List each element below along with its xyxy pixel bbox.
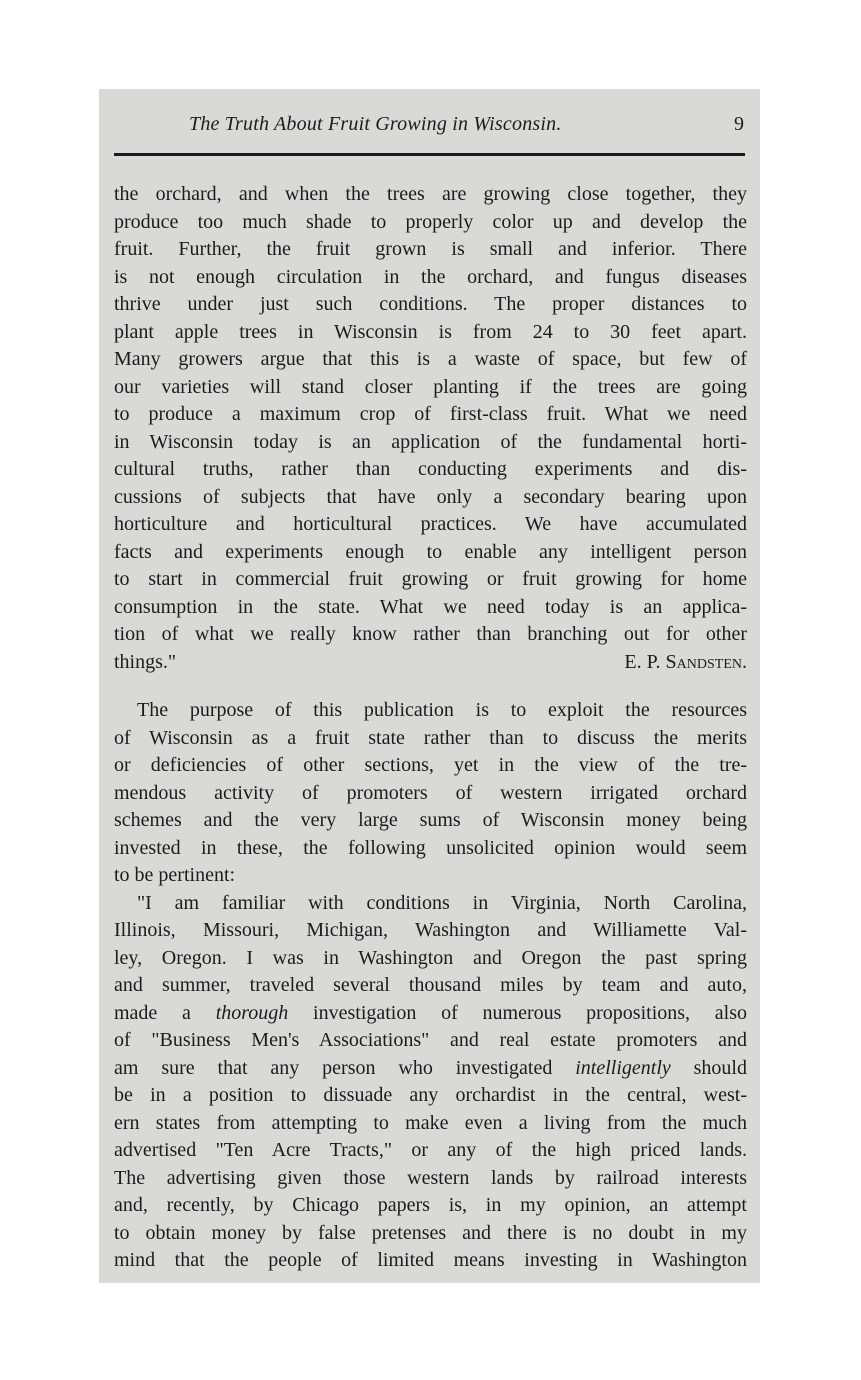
text-line: and, recently, by Chicago papers is, in my opinion, an attempt xyxy=(114,1194,747,1216)
text-line: tion of what we really know rather than branching out for other xyxy=(114,623,747,645)
text-line: to be pertinent: xyxy=(114,864,236,886)
text-segment: investigation of numerous propositions, also xyxy=(288,1001,747,1024)
paragraph-gap xyxy=(114,676,747,697)
italic-word: intelligently xyxy=(575,1056,671,1079)
text-line: The purpose of this publication is to exploit the resources xyxy=(137,699,747,721)
text-line: to start in commercial fruit growing or fruit growing for home xyxy=(114,568,747,590)
text-line: ley, Oregon. I was in Washington and Oregon the past spring xyxy=(114,946,747,969)
text-line: plant apple trees in Wisconsin is from 24 to 30 feet apart. xyxy=(114,320,747,343)
text-line: ern states from attempting to make even a living from the much xyxy=(114,1111,747,1134)
text-line: and summer, traveled several thousand miles by team and auto, xyxy=(114,974,747,996)
paragraph-3-quotation xyxy=(114,890,747,1275)
text-line: Illinois, Missouri, Michigan, Washington and Williamette Val- xyxy=(114,919,747,941)
author-surname: andsten. xyxy=(676,650,747,673)
paragraph-1 xyxy=(114,181,747,676)
header-rule xyxy=(114,153,745,156)
text-line: to produce a maximum crop of first-class fruit. What we need xyxy=(114,403,747,425)
text-line xyxy=(114,1000,747,1028)
text-line: of "Business Men's Associations" and real estate promoters and xyxy=(114,1029,747,1051)
text-line: produce too much shade to properly color up and develop the xyxy=(114,210,747,233)
text-line: advertised "Ten Acre Tracts," or any of the high priced lands. xyxy=(114,1139,747,1161)
text-line: cultural truths, rather than conducting experiments and dis- xyxy=(114,458,747,480)
paragraph-2 xyxy=(114,697,747,890)
text-line: be in a position to dissuade any orchardist in the central, west- xyxy=(114,1084,747,1106)
text-line: schemes and the very large sums of Wisconsin money being xyxy=(114,809,747,831)
text-line: The advertising given those western lands by railroad interests xyxy=(114,1166,747,1189)
text-line: mind that the people of limited means investing in Washington xyxy=(114,1249,747,1271)
italic-word: thorough xyxy=(215,1001,289,1024)
text-line: is not enough circulation in the orchard, and fungus diseases xyxy=(114,265,747,288)
page-header xyxy=(99,113,760,143)
text-line: invested in these, the following unsolicited opinion would seem xyxy=(114,836,747,859)
text-line: of Wisconsin as a fruit state rather than to discuss the merits xyxy=(114,726,747,749)
text-line: "I am familiar with conditions in Virginia, North Carolina, xyxy=(137,891,747,914)
running-title: The Truth About Fruit Growing in Wisconsin. xyxy=(189,113,562,135)
text-line: mendous activity of promoters of western irrigated orchard xyxy=(114,781,747,804)
text-line: facts and experiments enough to enable any intelligent person xyxy=(114,540,747,563)
text-segment: made a xyxy=(114,1001,216,1024)
text-line: the orchard, and when the trees are growing close together, they xyxy=(114,183,747,205)
text-line: or deficiencies of other sections, yet in the view of the tre- xyxy=(114,754,747,776)
text-line: our varieties will stand closer planting if the trees are going xyxy=(114,375,747,398)
text-segment: should xyxy=(670,1056,747,1079)
text-line: cussions of subjects that have only a secondary bearing upon xyxy=(114,485,747,508)
page-number: 9 xyxy=(734,113,744,135)
book-page xyxy=(99,89,760,1283)
text-line: fruit. Further, the fruit grown is small and inferior. There xyxy=(114,238,747,260)
closing-text: things." xyxy=(114,650,177,673)
text-line xyxy=(114,1055,747,1083)
text-line: consumption in the state. What we need today is an applica- xyxy=(114,595,747,618)
text-segment: am sure that any person who investigated xyxy=(114,1056,576,1079)
text-line: thrive under just such conditions. The proper distances to xyxy=(114,293,747,315)
signature-line xyxy=(114,649,747,677)
text-line: horticulture and horticultural practices. We have accumulated xyxy=(114,513,747,535)
body-text xyxy=(114,181,747,1275)
author-initials: E. P. S xyxy=(624,650,677,673)
text-line: to obtain money by false pretenses and there is no doubt in my xyxy=(114,1221,747,1244)
text-line: in Wisconsin today is an application of the fundamental horti- xyxy=(114,430,747,453)
text-line: Many growers argue that this is a waste of space, but few of xyxy=(114,348,747,370)
author-signature xyxy=(624,649,747,677)
